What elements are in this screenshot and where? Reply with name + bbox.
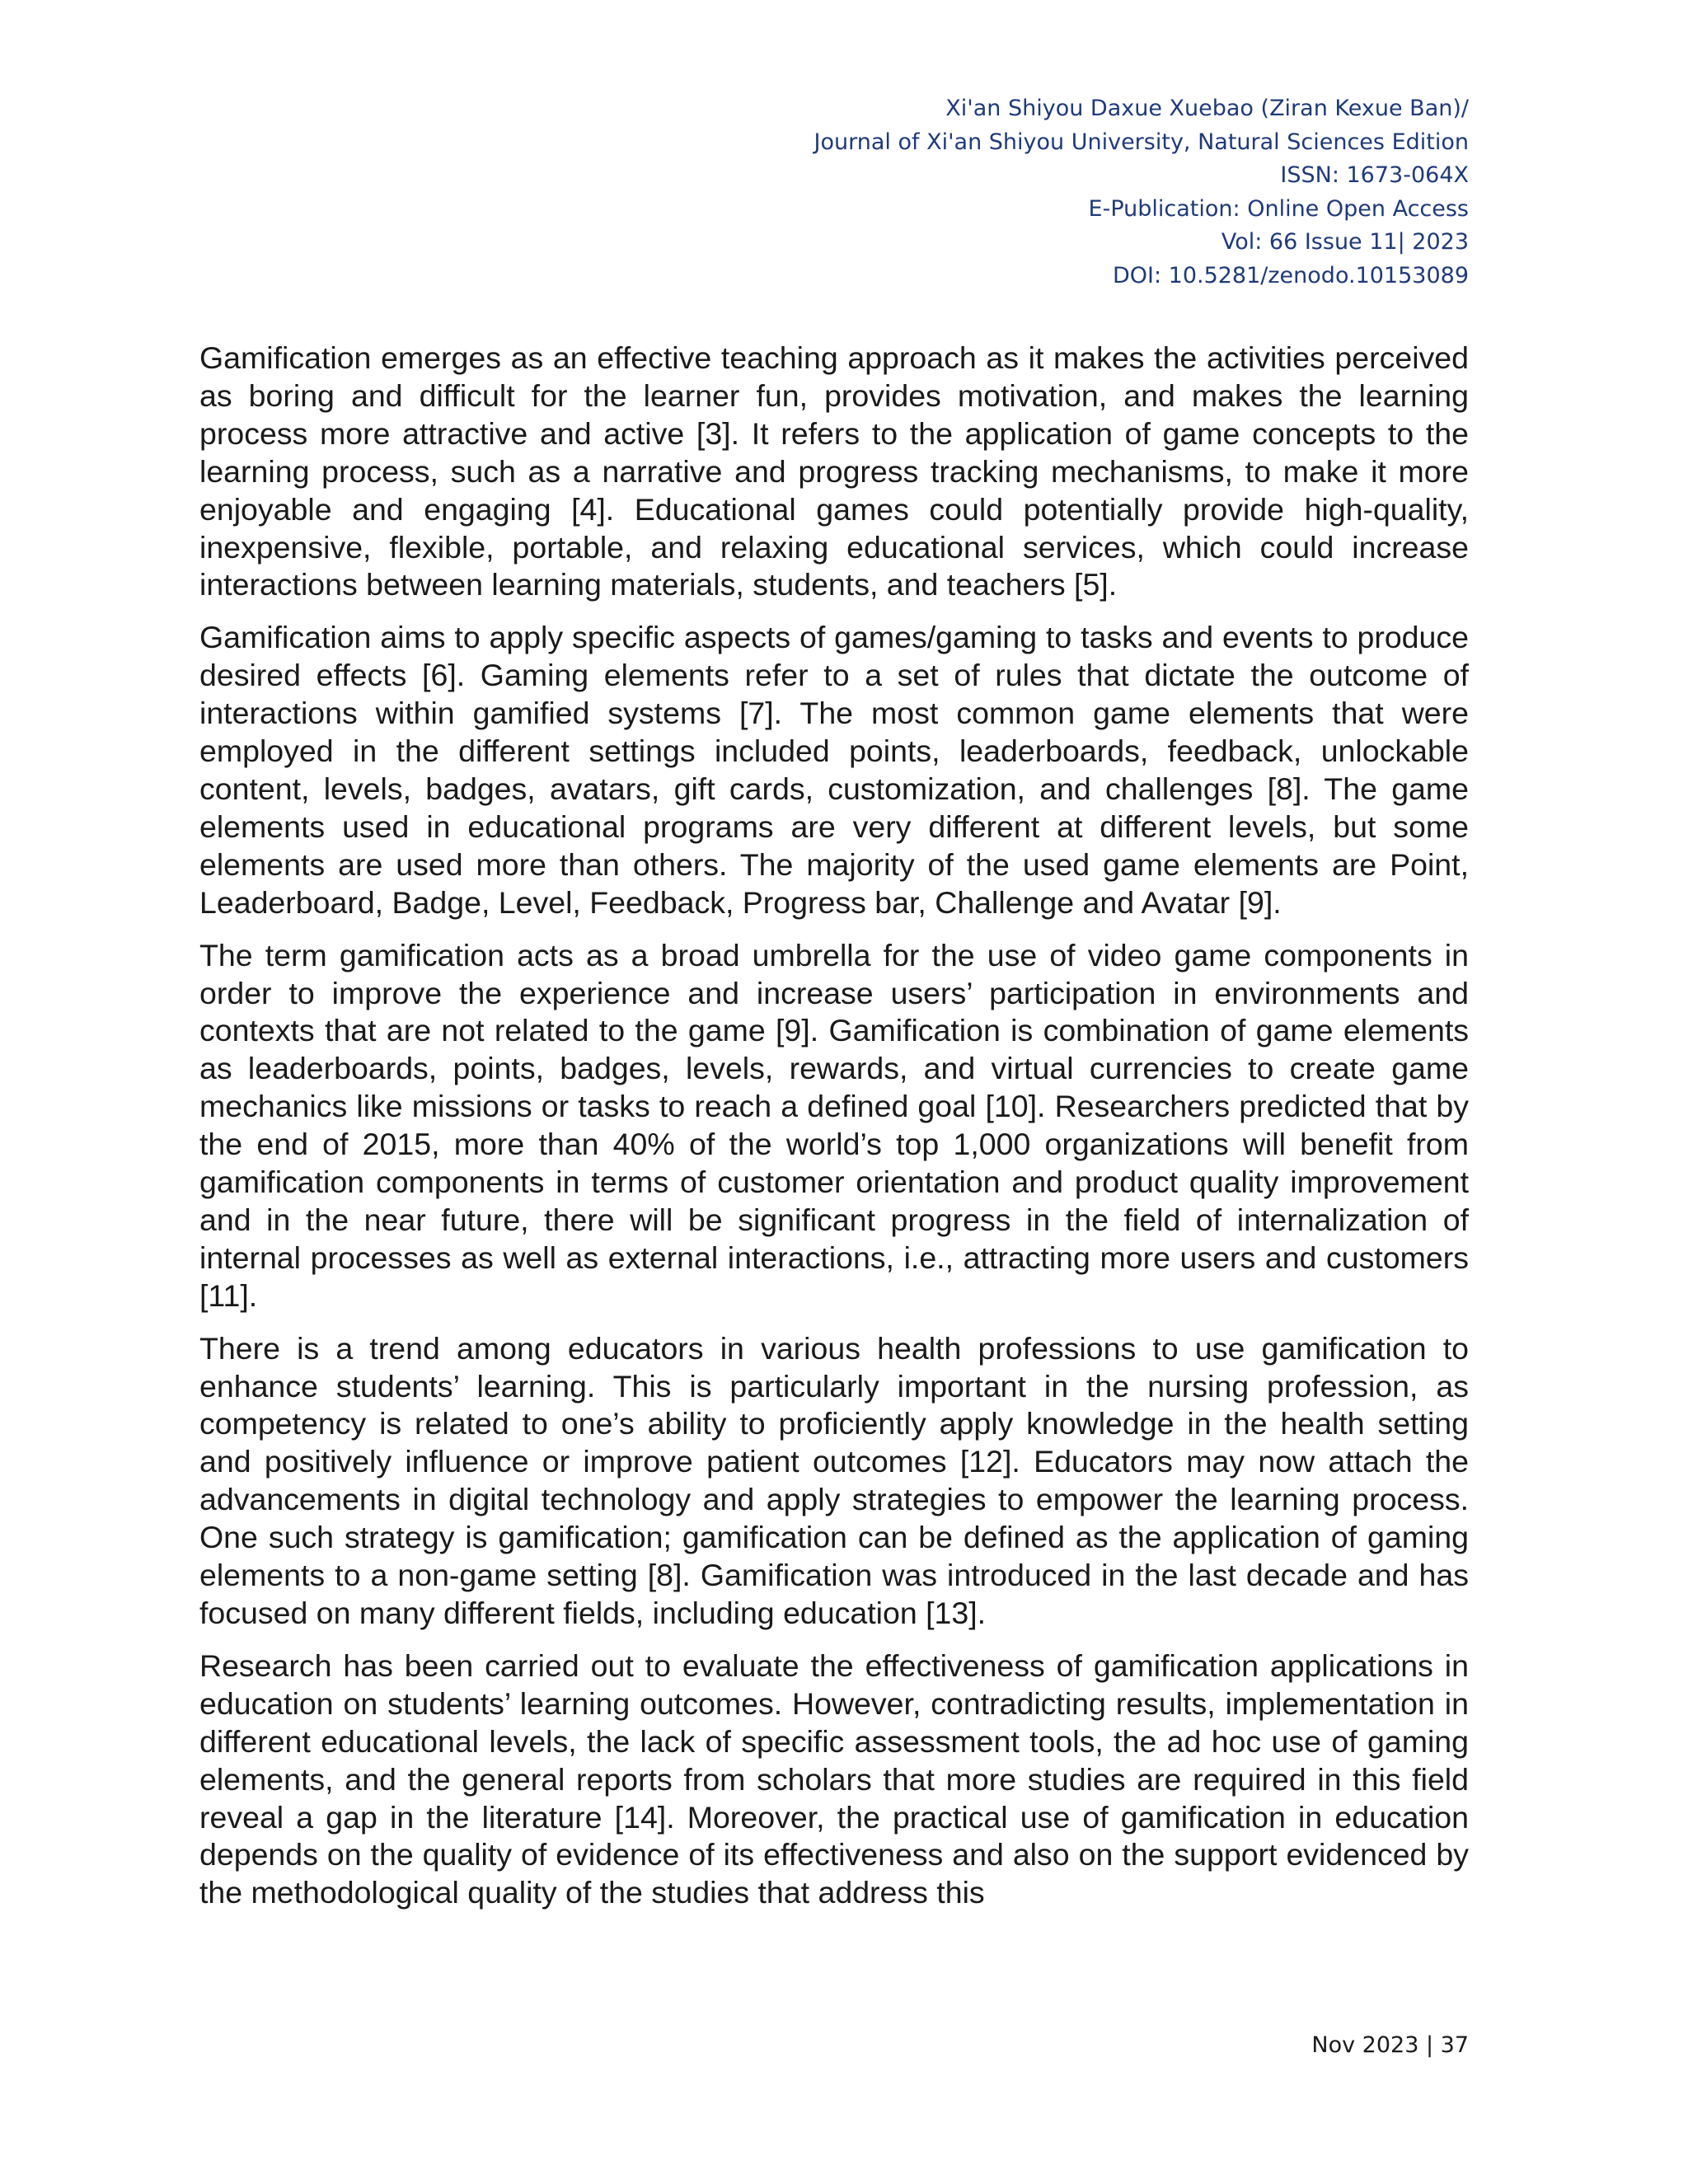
body-paragraph: Gamification aims to apply specific aspects of games/gaming to tasks and events to produce desired effects [6]. Gaming elements refer to a set of rules that dictate the outcome of interactions within gamified systems [7]. The most common game elements that were employed in the different settings included points, leaderboards, feedback, unlockable content, levels, badges, avatars, gift cards, customization, and challenges [8]. The game elements used in educational programs are very different at different levels, but some elements are used more than others. The majority of the used game elements are Point, Leaderboard, Badge, Level, Feedback, Progress bar, Challenge and Avatar [9]. (199, 620, 1469, 920)
journal-header (814, 92, 1469, 293)
doi-line: DOI: 10.5281/zenodo.10153089 (1112, 262, 1469, 288)
body-paragraph: There is a trend among educators in various health professions to use gamification to enhance students’ learning. This is particularly important in the nursing profession, as competency is related to one’s ability to proficiently apply knowledge in the health setting and positively influence or improve patient outcomes [12]. Educators may now attach the advancements in digital technology and apply strategies to empower the learning process. One such strategy is gamification; gamification can be defined as the application of gaming elements to a non-game setting [8]. Gamification was introduced in the last decade and has focused on many different fields, including education [13]. (199, 1330, 1469, 1630)
page-footer: Nov 2023 | 37 (1311, 2032, 1469, 2058)
body-paragraph: Research has been carried out to evaluate the effectiveness of gamification applications in education on students’ learning outcomes. However, contradicting results, implementation in different educational levels, the lack of specific assessment tools, the ad hoc use of gaming elements, and the general reports from scholars that more studies are required in this field reveal a gap in the literature [14]. Moreover, the practical use of gamification in education depends on the quality of evidence of its effectiveness and also on the support evidenced by the methodological quality of the studies that address this (199, 1647, 1469, 1910)
volume-issue-line: Vol: 66 Issue 11| 2023 (1221, 229, 1469, 255)
body-paragraph: Gamification emerges as an effective teaching approach as it makes the activities perceived as boring and difficult for the learner fun, provides motivation, and makes the learning process more attractive and active [3]. It refers to the application of game concepts to the learning process, such as a narrative and progress tracking mechanisms, to make it more enjoyable and engaging [4]. Educational games could potentially provide high-quality, inexpensive, flexible, portable, and relaxing educational services, which could increase interactions between learning materials, students, and teachers [5]. (199, 340, 1469, 602)
journal-title-line-2: Journal of Xi'an Shiyou University, Natural Sciences Edition (814, 129, 1469, 155)
article-body (199, 340, 1469, 1927)
journal-title-line-1: Xi'an Shiyou Daxue Xuebao (Ziran Kexue Ban)/ (945, 96, 1469, 121)
issn-line: ISSN: 1673-064X (1280, 162, 1469, 188)
body-paragraph: The term gamification acts as a broad umbrella for the use of video game components in order to improve the experience and increase users’ participation in environments and contexts that are not related to the game [9]. Gamification is combination of game elements as leaderboards, points, badges, levels, rewards, and virtual currencies to create game mechanics like missions or tasks to reach a defined goal [10]. Researchers predicted that by the end of 2015, more than 40% of the world’s top 1,000 organizations will benefit from gamification components in terms of customer orientation and product quality improvement and in the near future, there will be significant progress in the field of internalization of internal processes as well as external interactions, i.e., attracting more users and customers [11]. (199, 937, 1469, 1313)
publication-type-line: E-Publication: Online Open Access (1088, 195, 1469, 222)
